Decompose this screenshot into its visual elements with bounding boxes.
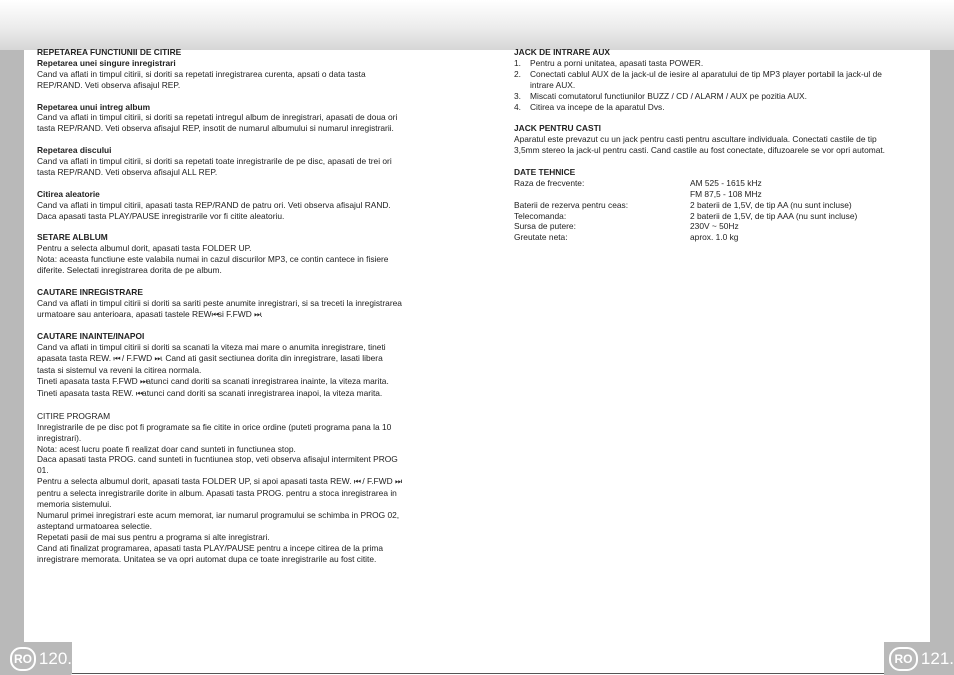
text-line: inregistrare memorata. Unitatea se va opri automat dupa ce toate inregistrarile au fost citite. — [37, 553, 377, 564]
section-title: DATE TEHNICE — [514, 166, 576, 177]
fast-forward-icon: ⏭ — [254, 309, 261, 319]
page-number: 121. — [920, 648, 954, 668]
spec-value: FM 87,5 - 108 MHz — [690, 188, 762, 199]
spec-key: Sursa de putere: — [514, 221, 576, 232]
text-line: Daca apasati tasta PROG. cand sunteti in fucntiunea stop, veti observa afisajul intermitent PROG — [37, 454, 398, 465]
section-aux-input — [514, 47, 919, 112]
list-number: 1. — [514, 57, 521, 68]
text-line: Cand ati finalizat programarea, apasati tasta PLAY/PAUSE pentru a incepe citirea de la prima — [37, 542, 384, 553]
fast-forward-icon: ⏭ — [140, 377, 147, 387]
spec-row — [514, 232, 919, 243]
text-line: Cand va aflati in timpul citirii, apasati tasta REP/RAND de patru ori. Veti observa afisajul RAND. — [37, 199, 391, 210]
text-line: Pentru a selecta albumul dorit, apasati tasta FOLDER UP. — [37, 243, 252, 254]
text-line — [37, 388, 447, 400]
text-fragment: atunci cand doriti sa scanati inregistrarea inapoi, la viteza marita. — [142, 388, 383, 398]
text-fragment: . — [260, 308, 263, 319]
rewind-icon: ⏮ — [353, 477, 361, 487]
page-number: 120. — [38, 648, 72, 668]
list-text — [530, 69, 882, 91]
rewind-icon: ⏮ — [211, 309, 218, 319]
spec-value: AM 525 - 1615 kHz — [690, 177, 762, 188]
text-line: inregistrari). — [37, 432, 82, 443]
section-headphones — [514, 123, 919, 156]
header-band — [0, 0, 954, 50]
fast-forward-icon: ⏭ — [154, 354, 161, 364]
section-random — [37, 189, 447, 222]
list-item — [514, 102, 919, 113]
text-line: Conectati cablul AUX de la jack-ul de iesire al aparatului de tip MP3 player portabil la jack-ul de — [530, 68, 882, 79]
subsection-title: Citirea aleatorie — [37, 188, 100, 199]
section-title: JACK DE INTRARE AUX — [514, 47, 611, 57]
section-title: CAUTARE INREGISTRARE — [37, 286, 143, 297]
text-line: Nota: aceasta functiune este valabila numai in cazul discurilor MP3, ce contin cantece in fisiere — [37, 254, 389, 265]
text-line: Cand va aflati in timpul citirii, si doriti sa repetati inregistrarea curenta, apsati o data tasta — [37, 68, 366, 79]
text-line — [37, 476, 447, 488]
text-line: tasta REP/RAND. Veti observa afisajul ALL REP. — [37, 166, 218, 177]
section-title: REPETAREA FUNCTIUNII DE CITIRE — [37, 47, 182, 57]
list-number: 3. — [514, 90, 521, 101]
list-item — [514, 91, 919, 102]
aux-steps-list — [514, 58, 919, 113]
text-line: REP/RAND. Veti observa afisajul REP. — [37, 79, 181, 90]
spec-key: Greutate neta: — [514, 232, 568, 243]
text-line: Citirea va incepe de la aparatul Dvs. — [530, 101, 665, 112]
text-fragment: urmatoare sau anterioara, apasati tastele REW — [37, 308, 212, 319]
spec-key: Telecomanda: — [514, 210, 567, 221]
section-repeat — [37, 47, 447, 91]
section-album-setting — [37, 232, 447, 276]
left-page-footer — [0, 642, 72, 675]
text-line: intrare AUX. — [530, 79, 576, 90]
list-item — [514, 69, 919, 91]
text-line: Cand va aflati in timpul citirii si doriti sa sariti peste anumite inregistrari, si sa treceti la inregistrarea — [37, 297, 402, 308]
right-page-column — [514, 47, 919, 254]
section-title: CITIRE PROGRAM — [37, 410, 111, 421]
left-margin-bar — [0, 50, 24, 675]
list-text — [530, 102, 665, 113]
text-line — [37, 376, 447, 388]
spec-row — [514, 221, 919, 232]
rewind-icon: ⏮ — [113, 354, 120, 364]
text-line: Daca apasati tasta PLAY/PAUSE inregistrarile vor fi citite aleatoriu. — [37, 210, 285, 221]
text-line: 01. — [37, 465, 49, 476]
language-badge: RO — [889, 647, 918, 671]
text-fragment: Pentru a selecta albumul dorit, apasati tasta FOLDER UP, si apoi apasati tasta REW. — [37, 476, 352, 487]
list-text — [530, 91, 807, 102]
text-line: asteptand urmatoarea selectie. — [37, 520, 152, 531]
right-page-footer — [884, 642, 954, 675]
text-line: Nota: acest lucru poate fi realizat doar cand sunteti in functiunea stop. — [37, 443, 296, 454]
text-fragment: . Cand ati gasit sectiunea dorita din inregistrare, lasati libera — [160, 353, 383, 364]
text-line: tasta si sistemul va reveni la citirea normala. — [37, 365, 202, 376]
section-title: SETARE ALBLUM — [37, 232, 108, 243]
text-line: pentru a selecta inregistrarile dorite in album. Apasati tasta PROG. pentru a stoca inregistrarea in — [37, 488, 397, 499]
list-item — [514, 58, 919, 69]
fast-forward-icon: ⏭ — [394, 477, 402, 487]
rewind-icon: ⏮ — [135, 389, 143, 398]
text-line: tasta REP/RAND. Veti observa afisajul REP, insotit de numarul albumului si numarul inregistrarii. — [37, 123, 394, 134]
section-program — [37, 411, 447, 565]
text-line: Cand va aflati in timpul citirii, si doriti sa repetati intregul album de inregistrari, apasati de doua ori — [37, 112, 398, 123]
spec-row — [514, 178, 919, 189]
text-fragment: Tineti apasata tasta REW. — [37, 388, 134, 398]
spec-row — [514, 211, 919, 222]
section-repeat-album — [37, 102, 447, 135]
text-fragment: atunci cand doriti sa scanati inregistrarea inainte, la viteza marita. — [146, 376, 389, 387]
section-scan — [37, 331, 447, 399]
text-line: Pentru a porni unitatea, apasati tasta POWER. — [530, 57, 704, 68]
language-badge: RO — [10, 647, 36, 671]
text-line: 3,5mm stereo la jack-ul pentru casti. Cand castile au fost conectate, difuzoarele se vor opri automat. — [514, 145, 886, 156]
right-margin-bar — [930, 50, 954, 675]
text-line: Cand va aflati in timpul citirii si doriti sa scanati la viteza mai mare o anumita inregistrare, tineti — [37, 342, 386, 353]
text-fragment: si F.FWD — [217, 308, 252, 319]
left-page-column — [37, 47, 447, 575]
list-text — [530, 58, 703, 69]
spec-key — [514, 189, 690, 200]
section-repeat-disc — [37, 145, 447, 178]
text-fragment: apasata tasta REW. — [37, 353, 112, 364]
spec-value: aprox. 1.0 kg — [690, 232, 739, 243]
text-line: diferite. Selectati inregistrarea dorita de pe album. — [37, 265, 222, 276]
text-line — [37, 353, 447, 365]
spec-value: 230V ~ 50Hz — [690, 221, 739, 232]
spec-value: 2 baterii de 1,5V, de tip AA (nu sunt incluse) — [690, 199, 852, 210]
spec-key: Raza de frecvente: — [514, 177, 585, 188]
text-line: Miscati comutatorul functiunilor BUZZ / CD / ALARM / AUX pe pozitia AUX. — [530, 90, 807, 101]
text-line: Inregistrarile de pe disc pot fi programate sa fie citite in orice ordine (puteti programa pana la 10 — [37, 421, 392, 432]
text-line: Cand va aflati in timpul citirii, si doriti sa repetati toate inregistrarile de pe disc, apasati de trei ori — [37, 156, 392, 167]
footer-rule — [72, 673, 884, 674]
text-line — [37, 309, 447, 321]
text-fragment: / F.FWD — [121, 353, 153, 364]
section-title: CAUTARE INAINTE/INAPOI — [37, 331, 145, 342]
text-line: Aparatul este prevazut cu un jack pentru casti pentru ascultare individuala. Conectati castile de tip — [514, 134, 877, 145]
spec-row — [514, 200, 919, 211]
text-fragment: Tineti apasata tasta F.FWD — [37, 376, 138, 387]
section-title: JACK PENTRU CASTI — [514, 123, 602, 134]
list-number: 2. — [514, 68, 521, 79]
section-tech-specs — [514, 167, 919, 243]
spec-key: Baterii de rezerva pentru ceas: — [514, 199, 629, 210]
text-fragment: / F.FWD — [362, 476, 393, 487]
subsection-title: Repetarea unei singure inregistrari — [37, 57, 176, 68]
spec-row — [514, 189, 919, 200]
text-line: memoria sistemului. — [37, 499, 112, 510]
subsection-title: Repetarea discului — [37, 145, 112, 156]
list-number: 4. — [514, 101, 521, 112]
subsection-title: Repetarea unui intreg album — [37, 101, 151, 112]
text-line: Numarul primei inregistrari este acum memorat, iar numarul programului se schimba in PROG 02, — [37, 509, 400, 520]
text-line: Repetati pasii de mai sus pentru a programa si alte inregistrari. — [37, 531, 270, 542]
spec-value: 2 baterii de 1,5V, de tip AAA (nu sunt incluse) — [690, 210, 858, 221]
section-track-search — [37, 287, 447, 321]
